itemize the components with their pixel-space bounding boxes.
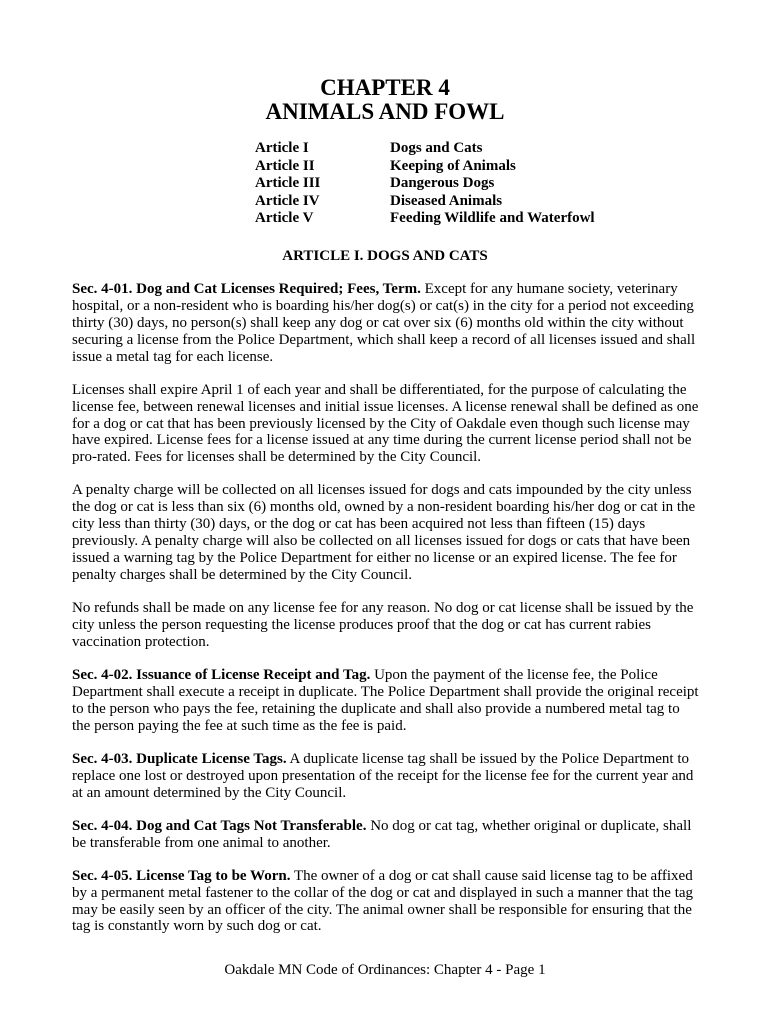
paragraph <box>72 482 700 583</box>
paragraph-text: No dog or cat tag, whether original or duplicate, shall be transferable from one animal to another. <box>72 817 692 851</box>
paragraph <box>72 868 700 936</box>
toc-article-title: Diseased Animals <box>390 192 503 209</box>
toc-article-title: Dogs and Cats <box>390 140 483 156</box>
paragraph-text: Except for any humane society, veterinary hospital, or a non-resident who is boarding his/her dog(s) or cat(s) in the city for a period not exceeding thirty (30) days, no person(s) shall keep any dog or cat over six (6) months old within the city without securing a license from the Police Department, which shall keep a record of all licenses issued and shall issue a metal tag for each license. <box>72 281 696 365</box>
toc-article-title: Feeding Wildlife and Waterfowl <box>390 210 595 227</box>
table-of-contents <box>255 140 595 228</box>
paragraph-text: A duplicate license tag shall be issued by the Police Department to replace one lost or destroyed upon presentation of the receipt for the license fee for the current year and at an amount determined by the City Council. <box>72 750 694 801</box>
toc-article-title: Keeping of Animals <box>390 157 516 174</box>
paragraph-text: Upon the payment of the license fee, the Police Department shall execute a receipt in duplicate. The Police Department shall provide the original receipt to the person who pays the fee, retaining the duplicate and shall also provide a numbered metal tag to the person paying the fee at such time as the fee is paid. <box>72 666 699 734</box>
paragraph <box>72 382 700 467</box>
toc-row <box>255 140 595 158</box>
section-heading: Sec. 4-04. Dog and Cat Tags Not Transferable. <box>72 817 367 834</box>
section-heading: Sec. 4-03. Duplicate License Tags. <box>72 750 287 767</box>
paragraph-text: The owner of a dog or cat shall cause said license tag to be affixed by a permanent metal fastener to the collar of the dog or cat and displayed in such a manner that the tag may be easily seen by an officer of the city. The animal owner shall be responsible for ensuring that the tag is constantly worn by such dog or cat. <box>72 867 694 935</box>
toc-row <box>255 193 595 211</box>
paragraph-text: A penalty charge will be collected on all licenses issued for dogs and cats impounded by the city unless the dog or cat is less than six (6) months old, owned by a non-resident boarding his/her dog or cat in the city less than thirty (30) days, or the dog or cat has been acquired not less than fifteen (15) days previously. A penalty charge will also be collected on all licenses issued for dogs or cats that have been issued a warning tag by the Police Department for either no license or an expired license. The fee for penalty charges shall be determined by the City Council. <box>72 482 696 583</box>
section-heading: Sec. 4-01. Dog and Cat Licenses Required; Fees, Term. <box>72 281 421 297</box>
paragraph <box>72 600 700 651</box>
section-heading: Sec. 4-02. Issuance of License Receipt and Tag. <box>72 666 371 683</box>
toc-article-label: Article II <box>255 157 315 174</box>
toc-article-title: Dangerous Dogs <box>390 175 495 192</box>
chapter-title: ANIMALS AND FOWL <box>265 99 505 124</box>
toc-article-label: Article III <box>255 175 321 192</box>
page-footer: Oakdale MN Code of Ordinances: Chapter 4 - Page 1 <box>224 962 546 978</box>
chapter-number: CHAPTER 4 <box>320 75 450 100</box>
paragraph <box>72 818 700 852</box>
paragraph <box>72 751 700 802</box>
toc-row <box>255 210 595 228</box>
toc-article-label: Article IV <box>255 192 320 209</box>
toc-row <box>255 175 595 193</box>
paragraph-text: No refunds shall be made on any license fee for any reason. No dog or cat license shall be issued by the city unless the person requesting the license produces proof that the dog or cat has current rabies vaccination protection. <box>72 600 694 650</box>
article-heading: ARTICLE I. DOGS AND CATS <box>282 248 488 264</box>
toc-row <box>255 158 595 176</box>
body-text <box>72 281 700 952</box>
paragraph <box>72 281 700 366</box>
toc-article-label: Article I <box>255 140 309 156</box>
paragraph-text: Licenses shall expire April 1 of each year and shall be differentiated, for the purpose of calculating the license fee, between renewal licenses and initial issue licenses. A license renewal shall be defined as one for a dog or cat that has been previously licensed by the City of Oakdale even though such license may have expired. License fees for a license issued at any time during the current license period shall not be pro-rated. Fees for licenses shall be determined by the City Council. <box>72 381 699 466</box>
toc-article-label: Article V <box>255 210 314 227</box>
section-heading: Sec. 4-05. License Tag to be Worn. <box>72 867 291 884</box>
paragraph <box>72 667 700 735</box>
chapter-heading <box>0 76 770 124</box>
